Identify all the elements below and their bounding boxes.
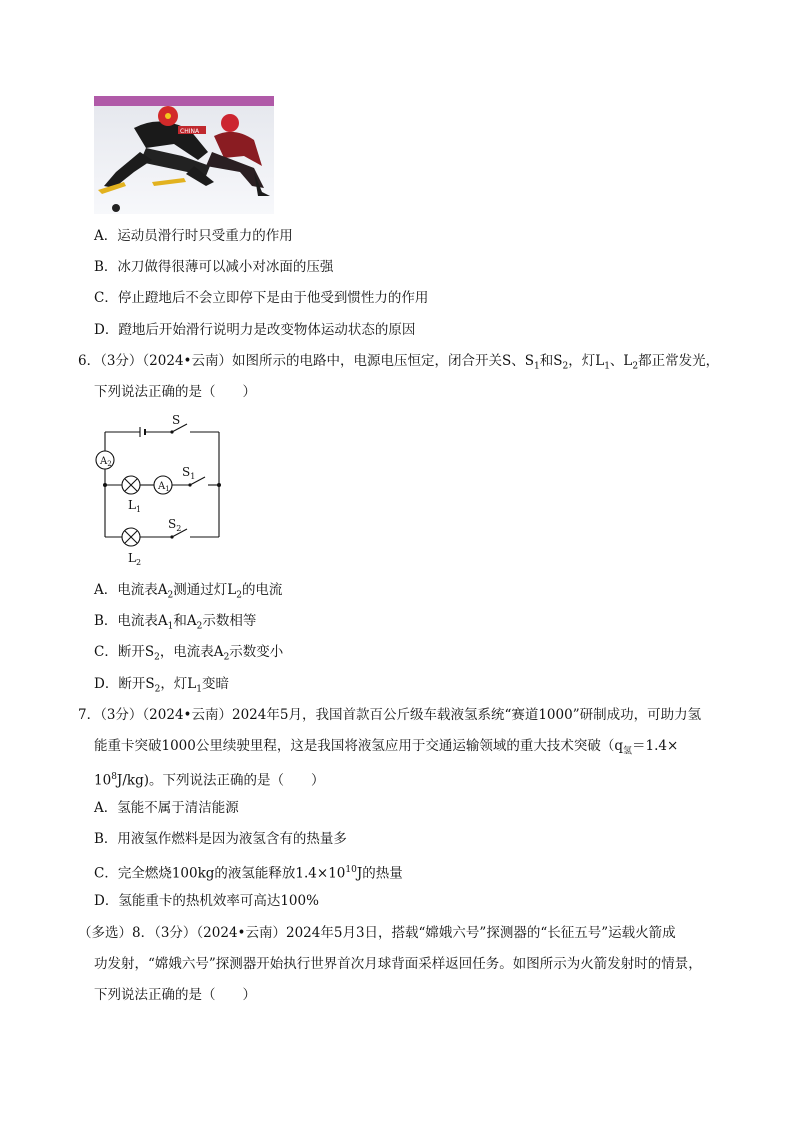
q7-stem-line3: $10^8J/kg$)。下列说法正确的是（ ） <box>94 772 325 789</box>
q6-option-c: C．断开$S_2$，电流表$A_2$示数变小 <box>94 644 284 663</box>
q6-option-a: A．电流表$A_2$测通过灯$L_2$的电流 <box>94 582 283 601</box>
jersey-text: CHINA <box>180 128 200 135</box>
label-s: S <box>172 413 181 427</box>
q7-option-b: B．用液氢作燃料是因为液氢含有的热量多 <box>94 831 347 847</box>
q7-stem-line1: 7．（3分）（2024•云南）2024年5月，我国首款百公斤级车载液氢系统“赛道1000”研制成功，可助力氢 <box>78 707 702 723</box>
q7-option-d: D．氢能重卡的热机效率可高达100% <box>94 893 319 909</box>
circuit-diagram <box>92 410 232 575</box>
q8-stem-line2: 功发射，“嫦娥六号”探测器开始执行世界首次月球背面采样返回任务。如图所示为火箭发射时的情景， <box>94 956 702 972</box>
label-s2: $S_2$ <box>168 517 182 533</box>
label-s1: $S_1$ <box>182 465 196 481</box>
q7-option-a: A．氢能不属于清洁能源 <box>94 800 239 816</box>
speed-skating-photo <box>94 96 274 214</box>
q6-option-b: B．电流表$A_1$和$A_2$示数相等 <box>94 613 257 632</box>
q5-option-b: B．冰刀做得很薄可以减小对冰面的压强 <box>94 259 334 275</box>
q7-stem-line2: 能重卡突破1000公里续驶里程，这是我国将液氢应用于交通运输领域的重大技术突破（$q_氢=1.4\times$ <box>94 738 679 757</box>
q6-stem-line1: 6．（3分）（2024•云南）如图所示的电路中，电源电压恒定，闭合开关S、$S_1$和$S_2$，灯$L_1$、$L_2$都正常发光， <box>78 353 720 372</box>
label-l1: $L_1$ <box>128 498 142 514</box>
q8-stem-line1: （多选）8．（3分）（2024•云南）2024年5月3日，搭载“嫦娥六号”探测器的“长征五号”运载火箭成 <box>78 925 676 941</box>
q5-option-c: C．停止蹬地后不会立即停下是由于他受到惯性力的作用 <box>94 290 429 306</box>
label-l2: $L_2$ <box>128 551 142 567</box>
q8-stem-line3: 下列说法正确的是（ ） <box>94 987 256 1003</box>
q6-stem-line2: 下列说法正确的是（ ） <box>94 384 256 400</box>
q6-option-d: D．断开$S_2$，灯$L_1$变暗 <box>94 676 230 695</box>
q5-option-a: A．运动员滑行时只受重力的作用 <box>94 228 293 244</box>
q5-option-d: D．蹬地后开始滑行说明力是改变物体运动状态的原因 <box>94 322 416 338</box>
label-a2: $A_2$ <box>100 456 112 468</box>
label-a1: $A_1$ <box>158 481 170 493</box>
q7-option-c: C．完全燃烧100kg的液氢能释放$1.4\times 10^{10}J$的热量 <box>94 865 403 882</box>
